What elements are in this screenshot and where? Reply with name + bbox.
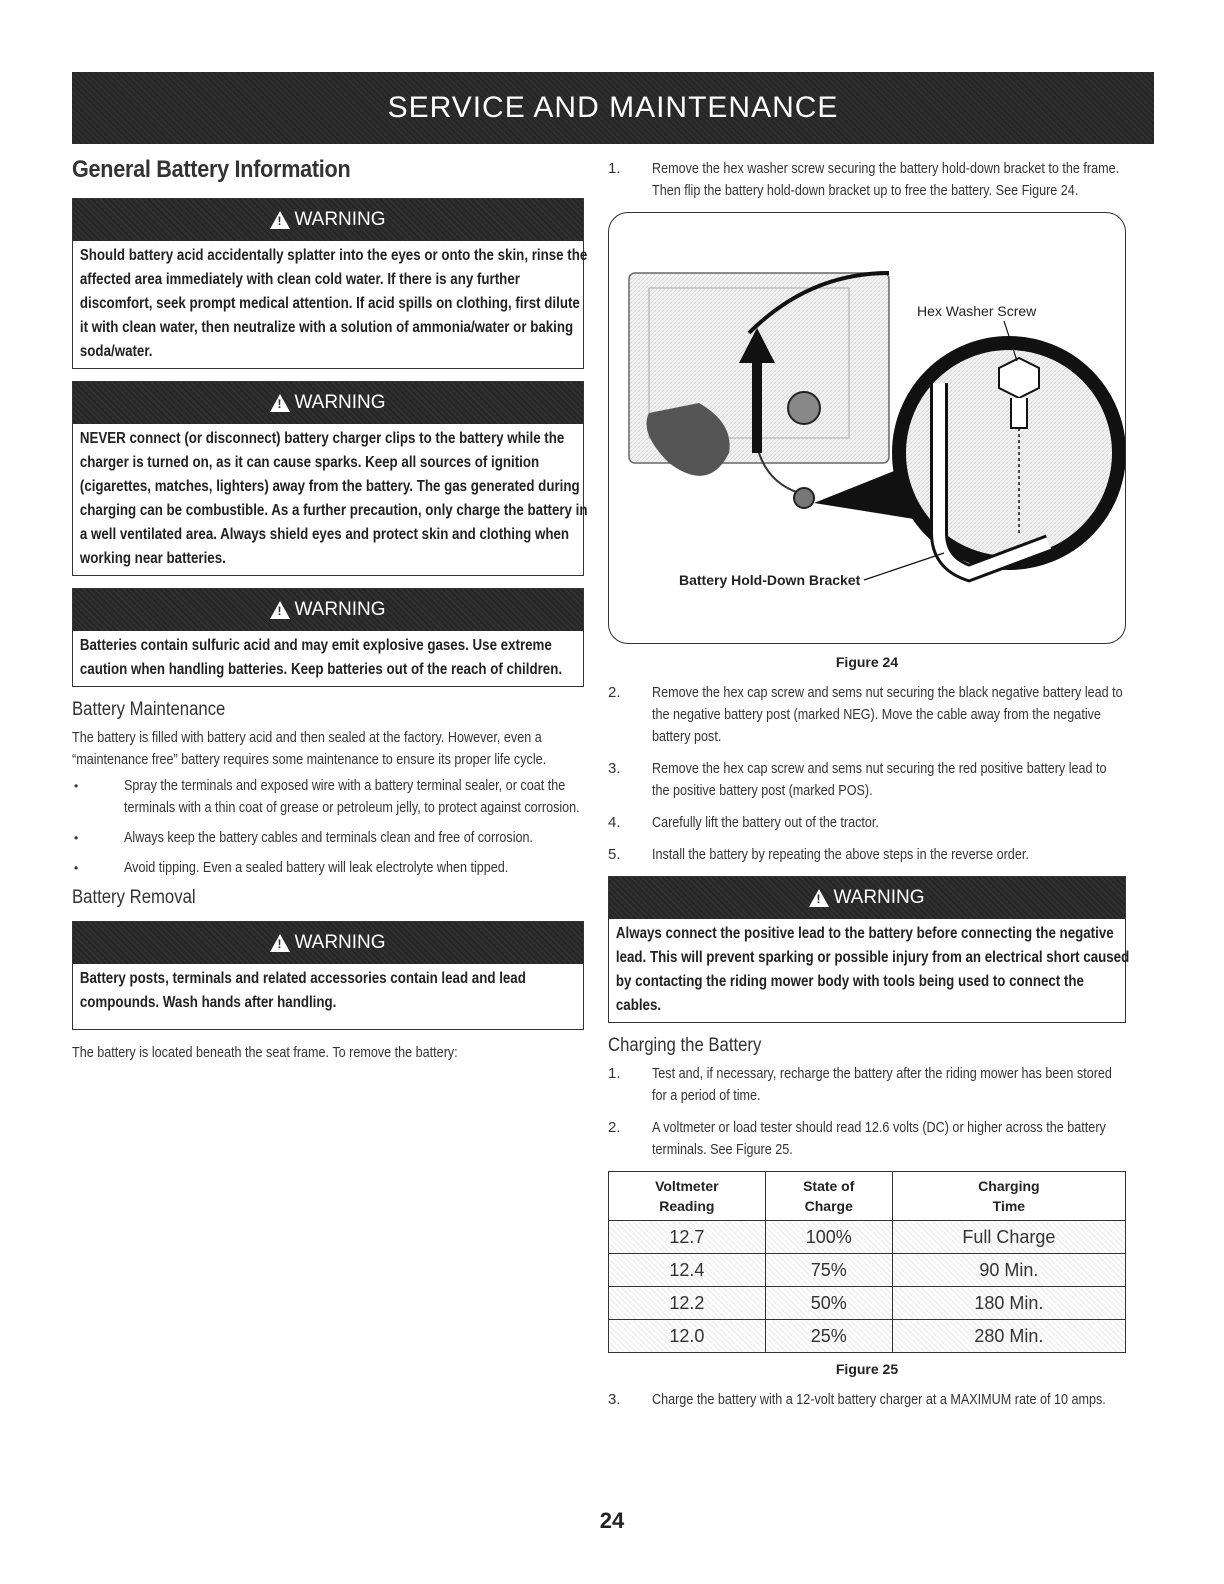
warning-triangle-icon xyxy=(270,211,290,229)
right-column xyxy=(608,150,1130,1421)
list-item: • Avoid tipping. Even a sealed battery will leak electrolyte when tipped. xyxy=(72,857,584,879)
figure-24 xyxy=(608,212,1126,644)
maintenance-bullets xyxy=(72,775,584,879)
table-row: 12.7 100% Full Charge xyxy=(609,1221,1126,1254)
warning-text: Battery posts, terminals and related accessories contain lead and lead compounds. Wash hands after handling. xyxy=(79,970,526,1011)
warning-box-acid xyxy=(72,198,588,369)
battery-illustration xyxy=(609,213,1125,643)
warning-header: ! WARNING xyxy=(73,199,583,241)
warning-text: Should battery acid accidentally splatter into the eyes or onto the skin, rinse the affected area immediately with clean cold water. If there is any further discomfort, seek prompt medical attention. If acid spills on clothing, first dilute it with clean water, then neutralize with a solution of ammonia/water or baking soda/water. xyxy=(79,247,588,360)
label-battery-hold-down-bracket: Battery Hold-Down Bracket xyxy=(679,572,861,588)
battery-maintenance-heading: Battery Maintenance xyxy=(72,699,226,720)
list-item: 5. Install the battery by repeating the above steps in the reverse order. xyxy=(608,846,1029,863)
warning-triangle-icon xyxy=(809,889,829,907)
warning-box-lead xyxy=(72,921,584,1030)
table-header-row xyxy=(609,1172,1126,1221)
table-row: 12.0 25% 280 Min. xyxy=(609,1320,1126,1353)
column-header: Charging Time xyxy=(892,1172,1125,1221)
warning-box-charger xyxy=(72,381,588,576)
label-hex-washer-screw: Hex Washer Screw xyxy=(917,303,1037,319)
list-item: 3. Charge the battery with a 12-volt battery charger at a MAXIMUM rate of 10 amps. xyxy=(608,1391,1106,1408)
charging-steps xyxy=(608,1063,1126,1161)
page-title: General Battery Information xyxy=(72,156,351,183)
warning-box-positive-lead xyxy=(608,876,1130,1023)
hex-washer-screw-icon xyxy=(999,358,1039,398)
warning-header: ! WARNING xyxy=(73,382,583,424)
warning-triangle-icon xyxy=(270,934,290,952)
warning-text: Always connect the positive lead to the battery before connecting the negative lead. This will prevent sparking or possible injury from an electrical short caused by contacting the riding mower body with tools being used to connect the cables. xyxy=(615,925,1130,1014)
screw-icon xyxy=(794,488,814,508)
maintenance-paragraph: The battery is filled with battery acid and then sealed at the factory. However, even a “maintenance free” battery requires some maintenance to ensure its proper life cycle. xyxy=(72,729,547,768)
removal-steps xyxy=(608,682,1126,866)
list-item: • Always keep the battery cables and terminals clean and free of corrosion. xyxy=(72,827,584,849)
voltmeter-table xyxy=(608,1171,1126,1353)
warning-triangle-icon xyxy=(270,394,290,412)
figure-24-caption: Figure 24 xyxy=(835,654,899,670)
plus-sign: + xyxy=(714,430,724,447)
list-item: 3. Remove the hex cap screw and sems nut securing the red positive battery lead to the positive battery post (marked POS). xyxy=(608,760,1107,799)
left-column xyxy=(72,150,588,1068)
page-number: 24 xyxy=(599,1508,625,1533)
charging-step-3 xyxy=(608,1389,1126,1411)
warning-text: NEVER connect (or disconnect) battery charger clips to the battery while the charger is turned on, as it can cause sparks. Keep all sources of ignition (cigarettes, matches, lighters) away from the battery. The gas generated during charging can be combustible. As a further precaution, only charge the battery in a well ventilated area. Always shield eyes and protect skin and clothing when working near batteries. xyxy=(79,430,588,567)
column-header: Voltmeter Reading xyxy=(609,1172,766,1221)
warning-triangle-icon xyxy=(270,601,290,619)
list-item: 1. Remove the hex washer screw securing the battery hold-down bracket to the frame. Then flip the battery hold-down bracket up to free the battery. See Figure 24. xyxy=(608,160,1120,199)
warning-box-sulfuric xyxy=(72,588,584,687)
section-banner xyxy=(72,72,1154,144)
table-row: 12.4 75% 90 Min. xyxy=(609,1254,1126,1287)
removal-paragraph: The battery is located beneath the seat frame. To remove the battery: xyxy=(72,1044,458,1061)
warning-header: ! WARNING xyxy=(73,922,583,964)
charging-heading: Charging the Battery xyxy=(608,1035,762,1056)
list-item: 2. A voltmeter or load tester should read 12.6 volts (DC) or higher across the battery terminals. See Figure 25. xyxy=(608,1119,1106,1158)
list-item: 1. Test and, if necessary, recharge the battery after the riding mower has been stored for a period of time. xyxy=(608,1065,1112,1104)
removal-step-1 xyxy=(608,158,1126,202)
warning-header: ! WARNING xyxy=(73,589,583,631)
battery-removal-heading: Battery Removal xyxy=(72,887,196,908)
column-header: State of Charge xyxy=(765,1172,892,1221)
list-item: • Spray the terminals and exposed wire with a battery terminal sealer, or coat the terminals with a thin coat of grease or petroleum jelly, to protect against corrosion. xyxy=(72,775,584,819)
table-row: 12.2 50% 180 Min. xyxy=(609,1287,1126,1320)
warning-text: Batteries contain sulfuric acid and may emit explosive gases. Use extreme caution when handling batteries. Keep batteries out of the reach of children. xyxy=(79,637,563,678)
figure-25-caption: Figure 25 xyxy=(835,1361,899,1377)
list-item: 2. Remove the hex cap screw and sems nut securing the black negative battery lead to the negative battery post (marked NEG). Move the cable away from the negative battery post. xyxy=(608,684,1123,745)
warning-header: ! WARNING xyxy=(609,877,1125,919)
banner-title: SERVICE AND MAINTENANCE xyxy=(387,91,839,124)
list-item: 4. Carefully lift the battery out of the tractor. xyxy=(608,814,879,831)
